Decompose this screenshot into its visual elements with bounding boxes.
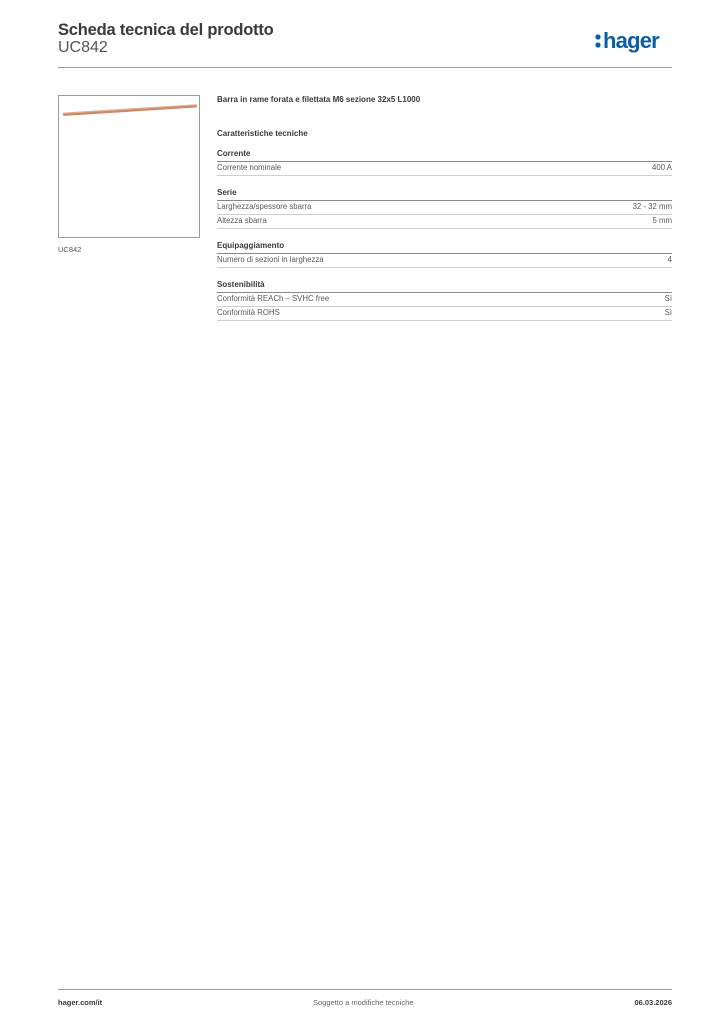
group-title: Corrente (217, 149, 672, 162)
group-title: Sostenibilità (217, 280, 672, 293)
spec-value: 5 mm (652, 216, 672, 225)
header-divider (58, 67, 672, 68)
spec-row (217, 307, 672, 321)
footer-website-link[interactable]: hager.com/it (58, 998, 103, 1007)
spec-value: 4 (667, 255, 672, 264)
spec-content (217, 95, 672, 321)
spec-row (217, 254, 672, 268)
spec-group-sostenibilita (217, 280, 672, 321)
spec-group-serie (217, 188, 672, 229)
spec-heading: Caratteristiche tecniche (217, 129, 308, 138)
spec-value: Sì (664, 294, 672, 303)
spec-label: Numero di sezioni in larghezza (217, 255, 324, 264)
spec-group-corrente (217, 149, 672, 176)
product-code: UC842 (58, 39, 108, 56)
hager-logo (595, 26, 675, 58)
spec-label: Conformità REACh – SVHC free (217, 294, 330, 303)
spec-label: Conformità ROHS (217, 308, 280, 317)
spec-label: Larghezza/spessore sbarra (217, 202, 312, 211)
page-title: Scheda tecnica del prodotto (58, 21, 274, 39)
image-caption: UC842 (58, 245, 82, 254)
brand-wordmark: hager (603, 28, 659, 53)
footer-date: 06.03.2026 (634, 998, 672, 1007)
spec-value: 32 - 32 mm (632, 202, 672, 211)
spec-row (217, 293, 672, 307)
spec-row (217, 201, 672, 215)
spec-row (217, 215, 672, 229)
spec-group-equipaggiamento (217, 241, 672, 268)
spec-value: Sì (664, 308, 672, 317)
footer-note: Soggetto a modifiche tecniche (313, 998, 414, 1007)
group-title: Serie (217, 188, 672, 201)
group-title: Equipaggiamento (217, 241, 672, 254)
product-image (58, 95, 200, 238)
spec-label: Corrente nominale (217, 163, 282, 172)
footer-divider (58, 989, 672, 990)
spec-label: Altezza sbarra (217, 216, 267, 225)
product-description: Barra in rame forata e filettata M6 sezione 32x5 L1000 (217, 95, 421, 104)
spec-value: 400 A (652, 163, 672, 172)
spec-row (217, 162, 672, 176)
